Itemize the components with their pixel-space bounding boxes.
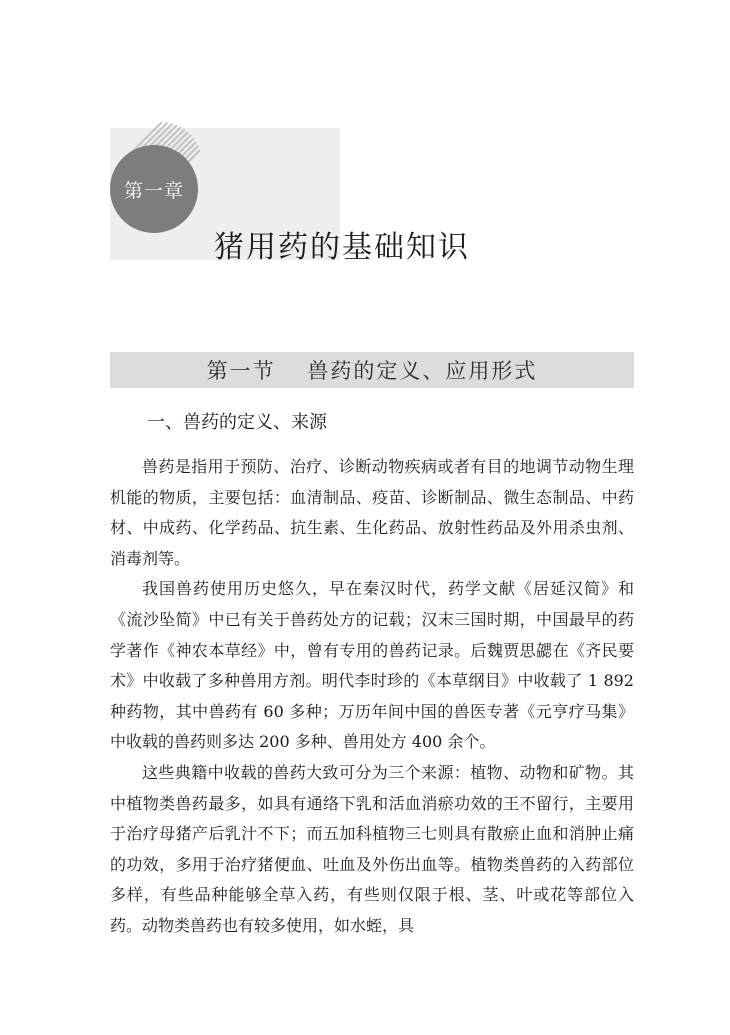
body-text [110,452,634,942]
subsection-title: 一、兽药的定义、来源 [147,412,327,433]
chapter-title: 猪用药的基础知识 [214,230,470,265]
paragraph: 兽药是指用于预防、治疗、诊断动物疾病或者有目的地调节动物生理机能的物质，主要包括：血清制品、疫苗、诊断制品、微生态制品、中药材、中成药、化学药品、抗生素、生化药品、放射性药品及外用杀虫剂、消毒剂等。 [110,457,634,568]
section-heading-bar [110,352,634,388]
chapter-label: 第一章 [123,179,184,202]
chapter-badge [110,145,198,233]
paragraph: 这些典籍中收载的兽药大致可分为三个来源：植物、动物和矿物。其中植物类兽药最多，如具有通络下乳和活血消瘀功效的王不留行，主要用于治疗母猪产后乳汁不下；而五加科植物三七则具有散瘀止血和消肿止痛的功效，多用于治疗猪便血、吐血及外伤出血等。植物类兽药的入药部位多样，有些品种能够全草入药，有些则仅限于根、茎、叶或花等部位入药。动物类兽药也有较多使用，如水蛭，具 [110,762,634,935]
section-title: 第一节 兽药的定义、应用形式 [206,359,538,383]
paragraph: 我国兽药使用历史悠久，早在秦汉时代，药学文献《居延汉简》和《流沙坠简》中已有关于兽药处方的记载；汉末三国时期，中国最早的药学著作《神农本草经》中，曾有专用的兽药记录。后魏贾思勰在《齐民要术》中收载了多种兽用方剂。明代李时珍的《本草纲目》中收载了 1 892 种药物，其中兽药有 60 多种；万历年间中国的兽医专著《元亨疗马集》中收载的兽药则多达 200 多种、兽用处方 400 余个。 [110,579,634,752]
